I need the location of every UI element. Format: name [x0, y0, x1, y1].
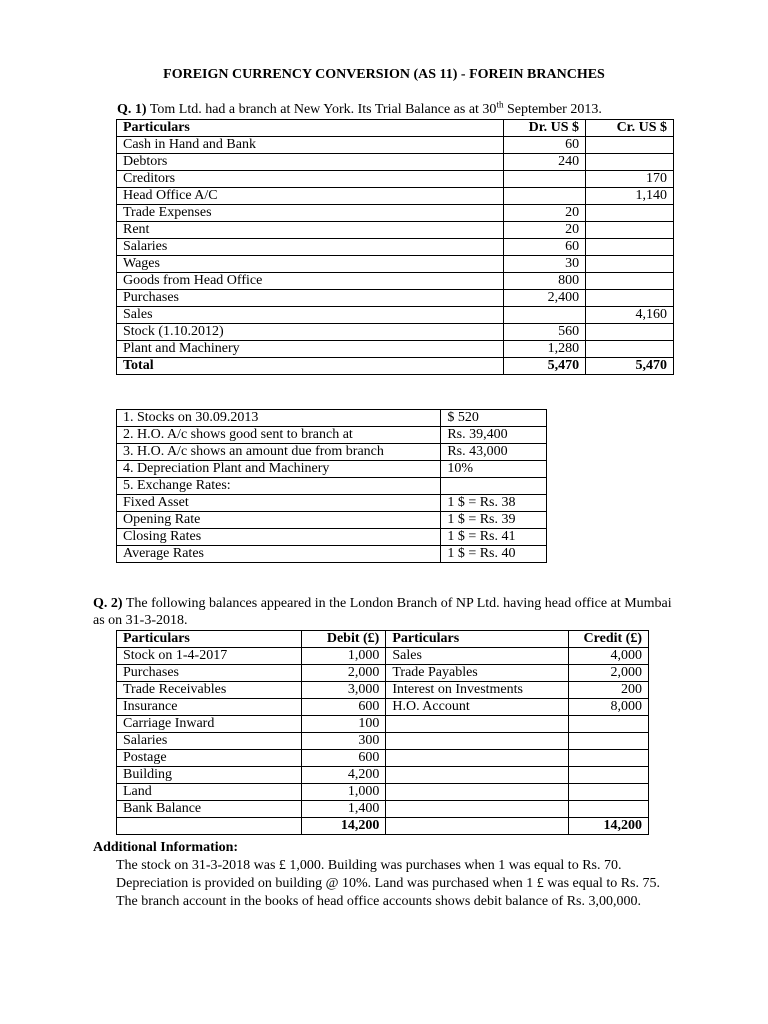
info-value: 1 $ = Rs. 40: [441, 546, 547, 563]
debit-amount: 4,200: [302, 767, 386, 784]
credit-cell: [586, 256, 674, 273]
credit-amount: 2,000: [569, 665, 649, 682]
debit-amount: 600: [302, 750, 386, 767]
credit-particular: [386, 801, 569, 818]
table-row: [117, 188, 674, 205]
info-value: 1 $ = Rs. 39: [441, 512, 547, 529]
credit-particular: [386, 767, 569, 784]
table-row: [117, 648, 649, 665]
info-label: Opening Rate: [117, 512, 441, 529]
info-value: $ 520: [441, 410, 547, 427]
table-row: [117, 750, 649, 767]
debit-cell: 20: [504, 205, 586, 222]
particular-cell: Rent: [117, 222, 504, 239]
table-header-row: [117, 631, 649, 648]
debit-particular: Bank Balance: [117, 801, 302, 818]
credit-cell: [586, 341, 674, 358]
table-row: [117, 239, 674, 256]
debit-particular: Purchases: [117, 665, 302, 682]
credit-cell: 4,160: [586, 307, 674, 324]
info-value: Rs. 39,400: [441, 427, 547, 444]
additional-info-heading: Additional Information:: [93, 840, 239, 855]
info-label: 2. H.O. A/c shows good sent to branch at: [117, 427, 441, 444]
credit-cell: [586, 239, 674, 256]
info-label: Average Rates: [117, 546, 441, 563]
column-header: Particulars: [117, 120, 504, 137]
q1-label: Q. 1): [117, 102, 147, 117]
debit-amount: 1,000: [302, 648, 386, 665]
additional-info-table: [116, 409, 547, 563]
info-label: Fixed Asset: [117, 495, 441, 512]
column-header: Debit (£): [302, 631, 386, 648]
table-row: [117, 461, 547, 478]
particular-cell: Purchases: [117, 290, 504, 307]
trial-balance-table: [116, 119, 674, 375]
credit-amount: 8,000: [569, 699, 649, 716]
table-row: [117, 137, 674, 154]
credit-amount: [569, 767, 649, 784]
particular-cell: Sales: [117, 307, 504, 324]
table-row: [117, 307, 674, 324]
debit-cell: 60: [504, 239, 586, 256]
credit-amount: 200: [569, 682, 649, 699]
q2-text: The following balances appeared in the London Branch of NP Ltd. having head office at Mumbai as on 31-3-2018.: [93, 596, 672, 628]
q1-text-after: September 2013.: [506, 102, 602, 117]
table-row: [117, 801, 649, 818]
debit-cell: 560: [504, 324, 586, 341]
column-header: Cr. US $: [586, 120, 674, 137]
debit-cell: 240: [504, 154, 586, 171]
total-debit: 14,200: [302, 818, 386, 835]
credit-particular: [386, 750, 569, 767]
table-row: [117, 341, 674, 358]
debit-particular: Building: [117, 767, 302, 784]
page-title: FOREIGN CURRENCY CONVERSION (AS 11) - FOREIN BRANCHES: [163, 67, 605, 82]
table-row: [117, 699, 649, 716]
debit-amount: 600: [302, 699, 386, 716]
q1-sup: th: [496, 99, 504, 110]
info-value: [441, 478, 547, 495]
debit-particular: Salaries: [117, 733, 302, 750]
credit-cell: [586, 290, 674, 307]
debit-amount: 1,400: [302, 801, 386, 818]
credit-particular: [386, 733, 569, 750]
table-header-row: [117, 120, 674, 137]
table-row: [117, 665, 649, 682]
q2-question: [93, 595, 673, 629]
debit-particular: Land: [117, 784, 302, 801]
credit-cell: 1,140: [586, 188, 674, 205]
debit-cell: 1,280: [504, 341, 586, 358]
table-row: [117, 495, 547, 512]
info-value: Rs. 43,000: [441, 444, 547, 461]
london-branch-table: [116, 630, 649, 835]
particular-cell: Cash in Hand and Bank: [117, 137, 504, 154]
table-row: [117, 767, 649, 784]
table-row: [117, 256, 674, 273]
table-row: [117, 784, 649, 801]
info-label: Closing Rates: [117, 529, 441, 546]
table-row: [117, 733, 649, 750]
particular-cell: Wages: [117, 256, 504, 273]
table-row: [117, 171, 674, 188]
particular-cell: Goods from Head Office: [117, 273, 504, 290]
credit-particular: [386, 716, 569, 733]
debit-cell: [504, 171, 586, 188]
debit-cell: [504, 188, 586, 205]
credit-cell: [586, 324, 674, 341]
table-row: [117, 222, 674, 239]
particular-cell: Creditors: [117, 171, 504, 188]
table-row: [117, 290, 674, 307]
info-label: 4. Depreciation Plant and Machinery: [117, 461, 441, 478]
total-credit: 14,200: [569, 818, 649, 835]
credit-particular: Sales: [386, 648, 569, 665]
table-row: [117, 324, 674, 341]
debit-particular: Insurance: [117, 699, 302, 716]
credit-particular: Trade Payables: [386, 665, 569, 682]
particular-cell: Salaries: [117, 239, 504, 256]
particular-cell: Debtors: [117, 154, 504, 171]
particular-cell: Stock (1.10.2012): [117, 324, 504, 341]
debit-amount: 3,000: [302, 682, 386, 699]
table-row: [117, 529, 547, 546]
credit-cell: 170: [586, 171, 674, 188]
total-label: [117, 818, 302, 835]
credit-cell: [586, 154, 674, 171]
debit-cell: 2,400: [504, 290, 586, 307]
table-row: [117, 410, 547, 427]
total-label: Total: [117, 358, 504, 375]
credit-amount: 4,000: [569, 648, 649, 665]
credit-particular: Interest on Investments: [386, 682, 569, 699]
debit-cell: [504, 307, 586, 324]
table-row: [117, 716, 649, 733]
credit-cell: [586, 273, 674, 290]
info-label: 1. Stocks on 30.09.2013: [117, 410, 441, 427]
credit-cell: [586, 137, 674, 154]
info-label: 3. H.O. A/c shows an amount due from branch: [117, 444, 441, 461]
q1-question: [117, 101, 717, 118]
q1-text-before: Tom Ltd. had a branch at New York. Its Trial Balance as at 30: [149, 102, 497, 117]
credit-cell: [586, 222, 674, 239]
info-value: 1 $ = Rs. 41: [441, 529, 547, 546]
particular-cell: Head Office A/C: [117, 188, 504, 205]
credit-amount: [569, 801, 649, 818]
debit-cell: 60: [504, 137, 586, 154]
credit-cell: [586, 205, 674, 222]
info-label: 5. Exchange Rates:: [117, 478, 441, 495]
total-row: [117, 358, 674, 375]
debit-amount: 300: [302, 733, 386, 750]
credit-particular: [386, 784, 569, 801]
total-credit: 5,470: [586, 358, 674, 375]
column-header: Particulars: [386, 631, 569, 648]
table-row: [117, 546, 547, 563]
additional-info-text: The stock on 31-3-2018 was £ 1,000. Building was purchases when 1 was equal to Rs. 70. Depreciation is provided on building @ 10%. Land was purchased when 1 £ was equal to Rs. 75. The branch account in the books of head office accounts shows debit balance of Rs. 3,00,000.: [116, 858, 661, 909]
table-row: [117, 444, 547, 461]
debit-particular: Trade Receivables: [117, 682, 302, 699]
debit-amount: 2,000: [302, 665, 386, 682]
debit-amount: 1,000: [302, 784, 386, 801]
info-value: 1 $ = Rs. 38: [441, 495, 547, 512]
debit-particular: Stock on 1-4-2017: [117, 648, 302, 665]
table-row: [117, 205, 674, 222]
particular-cell: Plant and Machinery: [117, 341, 504, 358]
table-row: [117, 154, 674, 171]
table-row: [117, 478, 547, 495]
credit-amount: [569, 716, 649, 733]
table-row: [117, 273, 674, 290]
column-header: Particulars: [117, 631, 302, 648]
total-row: [117, 818, 649, 835]
table-row: [117, 682, 649, 699]
credit-amount: [569, 750, 649, 767]
column-header: Credit (£): [569, 631, 649, 648]
column-header: Dr. US $: [504, 120, 586, 137]
particular-cell: Trade Expenses: [117, 205, 504, 222]
table-row: [117, 427, 547, 444]
debit-cell: 800: [504, 273, 586, 290]
debit-particular: Carriage Inward: [117, 716, 302, 733]
info-value: 10%: [441, 461, 547, 478]
debit-particular: Postage: [117, 750, 302, 767]
debit-cell: 20: [504, 222, 586, 239]
credit-amount: [569, 784, 649, 801]
total-debit: 5,470: [504, 358, 586, 375]
credit-particular: H.O. Account: [386, 699, 569, 716]
debit-amount: 100: [302, 716, 386, 733]
table-row: [117, 512, 547, 529]
debit-cell: 30: [504, 256, 586, 273]
credit-amount: [569, 733, 649, 750]
total-label: [386, 818, 569, 835]
q2-label: Q. 2): [93, 596, 123, 611]
